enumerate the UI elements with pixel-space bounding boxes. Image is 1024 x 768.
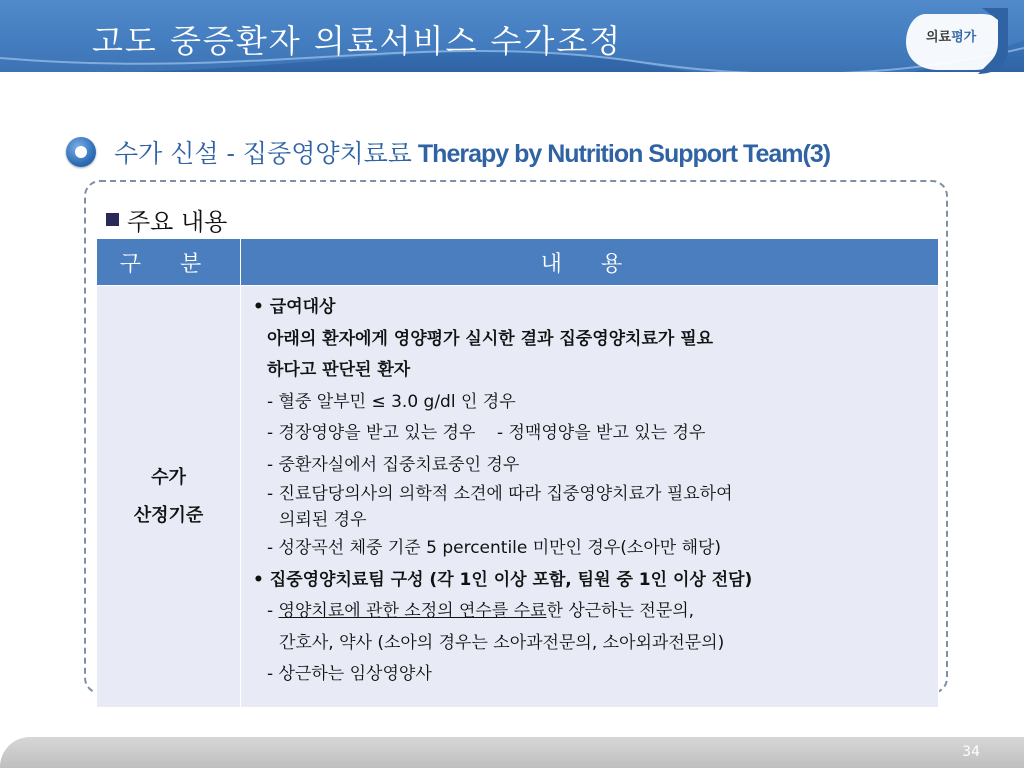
category-line-1: 수가 (151, 466, 186, 488)
logo-text-a: 의료 (926, 30, 952, 45)
team-line-3: - 상근하는 임상영양사 (267, 664, 432, 684)
condition-item: - 중환자실에서 집중치료중인 경우 (267, 454, 520, 475)
condition-item: - 혈중 알부민 ≤ 3.0 g/dl 인 경우 (267, 391, 516, 412)
table-header-content: 내 용 (241, 239, 939, 286)
bullet-circle-icon (66, 137, 96, 167)
team-rest: 한 상근하는 전문의, (546, 601, 695, 621)
square-bullet-icon (106, 213, 119, 226)
content-table (96, 238, 939, 708)
content-cell (241, 286, 939, 708)
condition-item: - 진료담당의사의 의학적 소견에 따라 집중영양치료가 필요하여 (267, 484, 733, 504)
logo-text-b: 평가 (951, 30, 977, 45)
slide-footer (0, 737, 1024, 768)
condition-item: - 경장영양을 받고 있는 경우 - 정맥영양을 받고 있는 경우 (267, 423, 706, 443)
section-heading (106, 202, 227, 237)
table-row (97, 286, 939, 708)
condition-item: - 성장곡선 체중 기준 5 percentile 미만인 경우(소아만 해당) (267, 538, 722, 558)
team-underlined: 영양치료에 관한 소정의 연수를 수료 (278, 601, 547, 621)
condition-item-continued: 의뢰된 경우 (279, 510, 367, 530)
slide-title: 고도 중증환자 의료서비스 수가조정 (92, 22, 623, 60)
section-heading-text: 주요 내용 (127, 208, 228, 236)
team-dash: - (267, 601, 279, 621)
subtitle-english: Therapy by Nutrition Support Team(3) (411, 140, 831, 168)
table-header-row (97, 239, 939, 286)
slide-header (0, 0, 1024, 72)
bullet-team: • 집중영양치료팀 구성 (각 1인 이상 포함, 팀원 중 1인 이상 전담) (253, 569, 753, 590)
bullet-eligibility: • 급여대상 (253, 297, 336, 317)
category-line-2: 산정기준 (133, 504, 204, 526)
table-header-category: 구 분 (97, 239, 241, 286)
subtitle-row (66, 132, 966, 172)
subtitle (114, 134, 830, 170)
target-line-1: 아래의 환자에게 영양평가 실시한 결과 집중영양치료가 필요 (267, 328, 714, 349)
team-line-1 (253, 596, 928, 628)
logo-text (926, 26, 976, 45)
target-line-2: 하다고 판단된 환자 (267, 360, 411, 380)
category-cell (97, 286, 241, 708)
subtitle-korean: 수가 신설 - 집중영양치료료 (114, 139, 412, 168)
page-number: 34 (962, 744, 980, 760)
team-line-2: 간호사, 약사 (소아의 경우는 소아과전문의, 소아외과전문의) (279, 632, 725, 653)
